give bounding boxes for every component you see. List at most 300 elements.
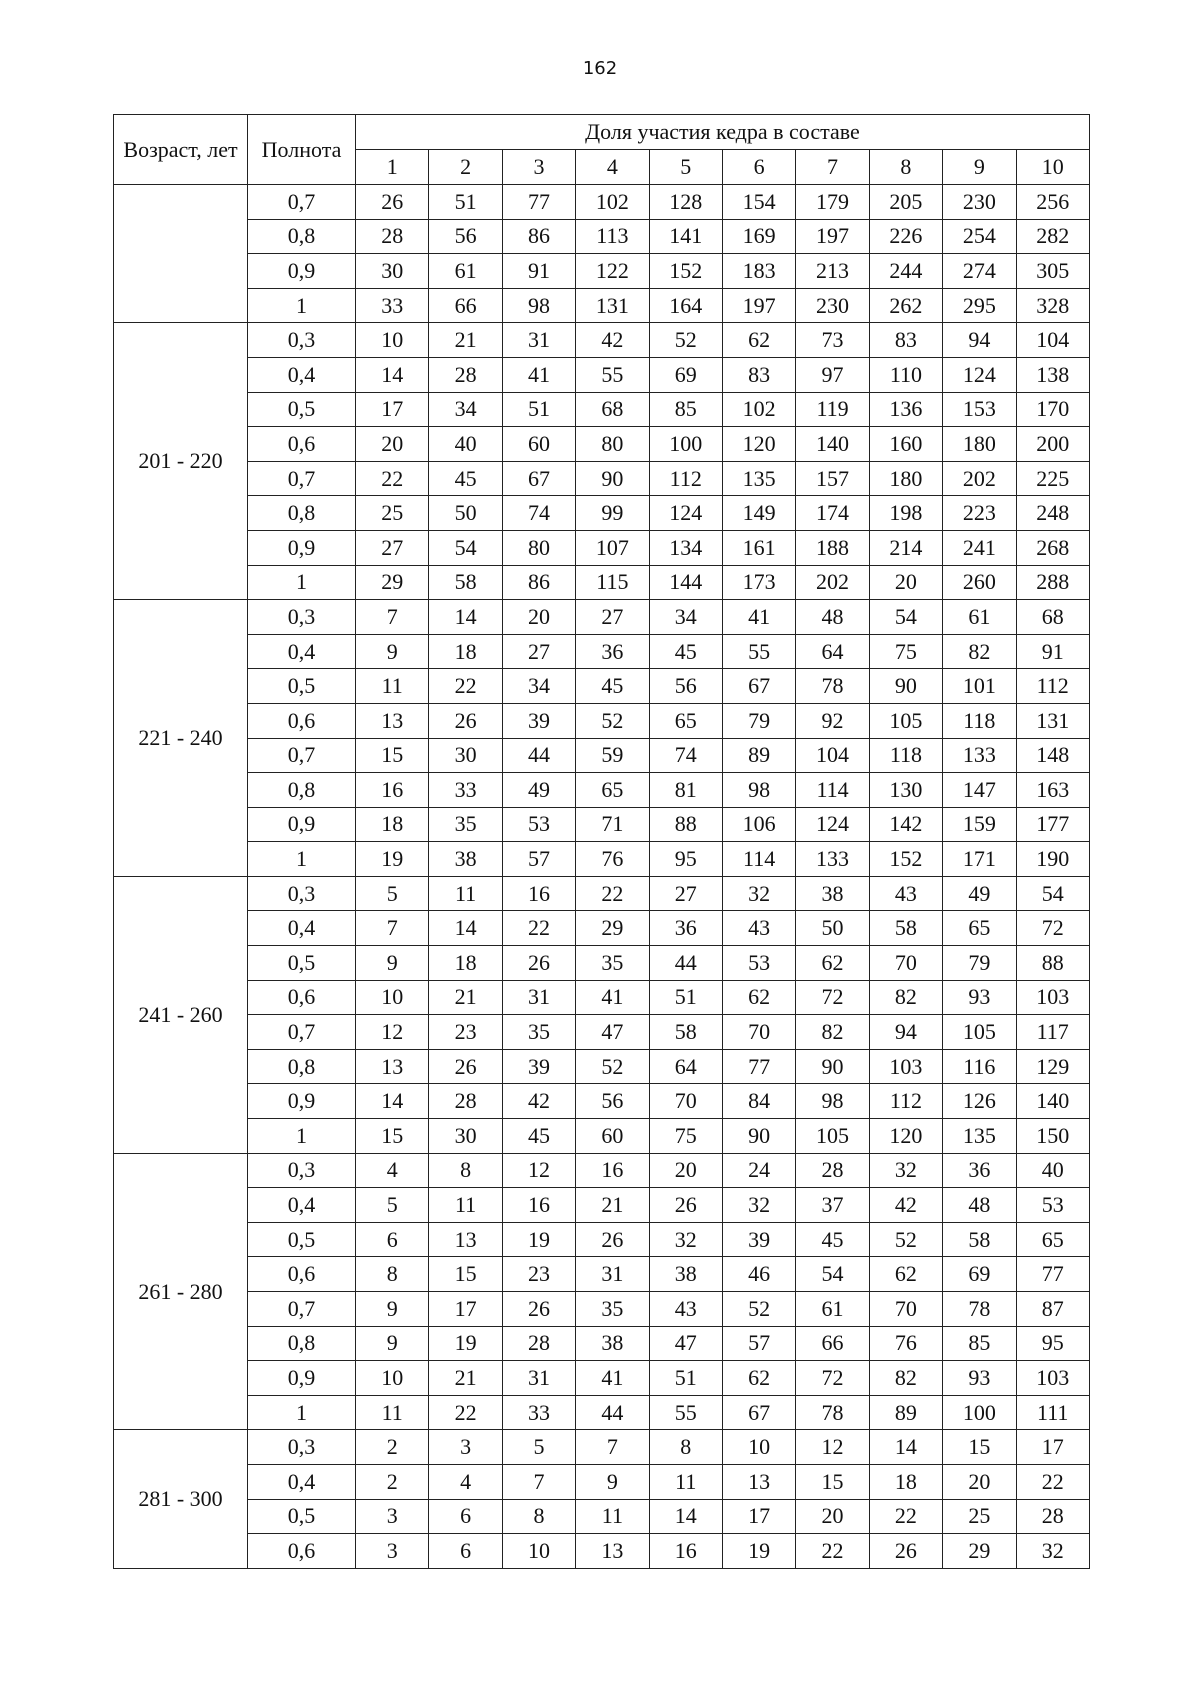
value-cell: 8 [429, 1153, 502, 1188]
table-row [114, 530, 1090, 565]
value-cell: 26 [869, 1534, 942, 1569]
value-cell: 29 [356, 565, 429, 600]
value-cell: 88 [649, 807, 722, 842]
header-fullness: Полнота [248, 115, 356, 185]
value-cell: 36 [649, 911, 722, 946]
value-cell: 25 [356, 496, 429, 531]
table-row [114, 1326, 1090, 1361]
table-row [114, 496, 1090, 531]
value-cell: 62 [722, 1361, 795, 1396]
fullness-cell: 1 [248, 288, 356, 323]
value-cell: 32 [722, 1188, 795, 1223]
value-cell: 7 [576, 1430, 649, 1465]
value-cell: 75 [649, 1119, 722, 1154]
table-row [114, 842, 1090, 877]
value-cell: 21 [429, 1361, 502, 1396]
value-cell: 26 [649, 1188, 722, 1223]
value-cell: 10 [356, 980, 429, 1015]
table-row [114, 288, 1090, 323]
table-row [114, 1188, 1090, 1223]
value-cell: 120 [869, 1119, 942, 1154]
value-cell: 5 [502, 1430, 575, 1465]
value-cell: 57 [722, 1326, 795, 1361]
value-cell: 7 [356, 600, 429, 635]
value-cell: 76 [869, 1326, 942, 1361]
value-cell: 169 [722, 219, 795, 254]
value-cell: 28 [429, 357, 502, 392]
value-cell: 38 [649, 1257, 722, 1292]
value-cell: 134 [649, 530, 722, 565]
table-row [114, 1361, 1090, 1396]
value-cell: 55 [649, 1395, 722, 1430]
value-cell: 49 [502, 773, 575, 808]
header-column: 8 [869, 150, 942, 185]
value-cell: 77 [722, 1049, 795, 1084]
value-cell: 78 [796, 1395, 869, 1430]
value-cell: 22 [576, 876, 649, 911]
data-table [113, 114, 1090, 1569]
value-cell: 20 [356, 427, 429, 462]
value-cell: 11 [356, 1395, 429, 1430]
fullness-cell: 1 [248, 1119, 356, 1154]
value-cell: 55 [722, 634, 795, 669]
value-cell: 70 [869, 1292, 942, 1327]
value-cell: 50 [796, 911, 869, 946]
fullness-cell: 0,7 [248, 185, 356, 220]
value-cell: 54 [869, 600, 942, 635]
value-cell: 128 [649, 185, 722, 220]
value-cell: 122 [576, 254, 649, 289]
value-cell: 91 [1016, 634, 1089, 669]
value-cell: 47 [649, 1326, 722, 1361]
age-range-cell [114, 185, 248, 323]
value-cell: 144 [649, 565, 722, 600]
table-row [114, 1049, 1090, 1084]
table-row [114, 565, 1090, 600]
value-cell: 94 [869, 1015, 942, 1050]
value-cell: 26 [429, 1049, 502, 1084]
value-cell: 11 [576, 1499, 649, 1534]
value-cell: 131 [576, 288, 649, 323]
value-cell: 11 [649, 1464, 722, 1499]
value-cell: 17 [1016, 1430, 1089, 1465]
value-cell: 19 [356, 842, 429, 877]
value-cell: 60 [502, 427, 575, 462]
value-cell: 65 [1016, 1222, 1089, 1257]
value-cell: 53 [502, 807, 575, 842]
table-row [114, 1222, 1090, 1257]
value-cell: 159 [943, 807, 1016, 842]
age-range-cell: 221 - 240 [114, 600, 248, 877]
value-cell: 21 [576, 1188, 649, 1223]
value-cell: 40 [1016, 1153, 1089, 1188]
value-cell: 202 [943, 461, 1016, 496]
value-cell: 12 [356, 1015, 429, 1050]
value-cell: 15 [356, 1119, 429, 1154]
value-cell: 90 [869, 669, 942, 704]
header-column: 1 [356, 150, 429, 185]
value-cell: 34 [502, 669, 575, 704]
value-cell: 124 [649, 496, 722, 531]
value-cell: 7 [356, 911, 429, 946]
value-cell: 124 [796, 807, 869, 842]
value-cell: 9 [576, 1464, 649, 1499]
value-cell: 83 [869, 323, 942, 358]
table-row [114, 634, 1090, 669]
value-cell: 105 [796, 1119, 869, 1154]
value-cell: 74 [502, 496, 575, 531]
value-cell: 51 [429, 185, 502, 220]
value-cell: 104 [1016, 323, 1089, 358]
value-cell: 89 [722, 738, 795, 773]
header-column: 5 [649, 150, 722, 185]
value-cell: 99 [576, 496, 649, 531]
value-cell: 74 [649, 738, 722, 773]
value-cell: 67 [502, 461, 575, 496]
value-cell: 11 [356, 669, 429, 704]
value-cell: 68 [1016, 600, 1089, 635]
value-cell: 65 [576, 773, 649, 808]
value-cell: 61 [429, 254, 502, 289]
value-cell: 69 [943, 1257, 1016, 1292]
value-cell: 38 [796, 876, 869, 911]
value-cell: 47 [576, 1015, 649, 1050]
fullness-cell: 0,4 [248, 911, 356, 946]
value-cell: 198 [869, 496, 942, 531]
value-cell: 31 [502, 323, 575, 358]
value-cell: 21 [429, 323, 502, 358]
value-cell: 105 [869, 703, 942, 738]
value-cell: 82 [869, 1361, 942, 1396]
value-cell: 27 [576, 600, 649, 635]
value-cell: 94 [943, 323, 1016, 358]
value-cell: 43 [722, 911, 795, 946]
value-cell: 79 [722, 703, 795, 738]
value-cell: 32 [869, 1153, 942, 1188]
value-cell: 48 [796, 600, 869, 635]
value-cell: 13 [356, 703, 429, 738]
header-column: 3 [502, 150, 575, 185]
fullness-cell: 0,6 [248, 980, 356, 1015]
fullness-cell: 0,3 [248, 1430, 356, 1465]
value-cell: 200 [1016, 427, 1089, 462]
value-cell: 148 [1016, 738, 1089, 773]
value-cell: 98 [796, 1084, 869, 1119]
value-cell: 93 [943, 1361, 1016, 1396]
value-cell: 4 [356, 1153, 429, 1188]
value-cell: 36 [576, 634, 649, 669]
value-cell: 101 [943, 669, 1016, 704]
value-cell: 62 [796, 946, 869, 981]
value-cell: 9 [356, 1292, 429, 1327]
table-row [114, 323, 1090, 358]
value-cell: 69 [649, 357, 722, 392]
table-row [114, 773, 1090, 808]
value-cell: 16 [502, 876, 575, 911]
value-cell: 9 [356, 634, 429, 669]
value-cell: 140 [796, 427, 869, 462]
value-cell: 177 [1016, 807, 1089, 842]
value-cell: 288 [1016, 565, 1089, 600]
value-cell: 6 [356, 1222, 429, 1257]
value-cell: 22 [429, 1395, 502, 1430]
value-cell: 114 [722, 842, 795, 877]
value-cell: 190 [1016, 842, 1089, 877]
value-cell: 138 [1016, 357, 1089, 392]
value-cell: 3 [356, 1534, 429, 1569]
fullness-cell: 0,9 [248, 254, 356, 289]
value-cell: 180 [869, 461, 942, 496]
value-cell: 88 [1016, 946, 1089, 981]
value-cell: 129 [1016, 1049, 1089, 1084]
table-row [114, 807, 1090, 842]
value-cell: 18 [869, 1464, 942, 1499]
value-cell: 23 [502, 1257, 575, 1292]
value-cell: 25 [943, 1499, 1016, 1534]
value-cell: 180 [943, 427, 1016, 462]
value-cell: 21 [429, 980, 502, 1015]
header-column: 6 [722, 150, 795, 185]
value-cell: 45 [796, 1222, 869, 1257]
table-row [114, 1395, 1090, 1430]
fullness-cell: 0,9 [248, 807, 356, 842]
fullness-cell: 0,5 [248, 946, 356, 981]
header-column: 9 [943, 150, 1016, 185]
value-cell: 223 [943, 496, 1016, 531]
value-cell: 14 [356, 357, 429, 392]
value-cell: 53 [722, 946, 795, 981]
value-cell: 14 [429, 911, 502, 946]
table-row [114, 703, 1090, 738]
value-cell: 106 [722, 807, 795, 842]
value-cell: 15 [429, 1257, 502, 1292]
value-cell: 152 [649, 254, 722, 289]
value-cell: 31 [502, 1361, 575, 1396]
value-cell: 112 [649, 461, 722, 496]
value-cell: 75 [869, 634, 942, 669]
value-cell: 32 [649, 1222, 722, 1257]
value-cell: 202 [796, 565, 869, 600]
value-cell: 51 [502, 392, 575, 427]
value-cell: 18 [429, 946, 502, 981]
header-column: 7 [796, 150, 869, 185]
value-cell: 14 [869, 1430, 942, 1465]
value-cell: 42 [502, 1084, 575, 1119]
value-cell: 16 [649, 1534, 722, 1569]
table-row [114, 980, 1090, 1015]
value-cell: 73 [796, 323, 869, 358]
fullness-cell: 0,9 [248, 530, 356, 565]
value-cell: 107 [576, 530, 649, 565]
value-cell: 10 [356, 1361, 429, 1396]
age-range-cell: 201 - 220 [114, 323, 248, 600]
value-cell: 7 [502, 1464, 575, 1499]
value-cell: 126 [943, 1084, 1016, 1119]
value-cell: 93 [943, 980, 1016, 1015]
value-cell: 3 [356, 1499, 429, 1534]
value-cell: 102 [722, 392, 795, 427]
value-cell: 104 [796, 738, 869, 773]
value-cell: 30 [429, 738, 502, 773]
value-cell: 67 [722, 669, 795, 704]
value-cell: 23 [429, 1015, 502, 1050]
value-cell: 256 [1016, 185, 1089, 220]
value-cell: 36 [943, 1153, 1016, 1188]
value-cell: 65 [649, 703, 722, 738]
value-cell: 62 [722, 323, 795, 358]
value-cell: 90 [576, 461, 649, 496]
value-cell: 8 [356, 1257, 429, 1292]
value-cell: 45 [429, 461, 502, 496]
fullness-cell: 0,5 [248, 1499, 356, 1534]
fullness-cell: 0,5 [248, 669, 356, 704]
value-cell: 160 [869, 427, 942, 462]
value-cell: 66 [796, 1326, 869, 1361]
value-cell: 59 [576, 738, 649, 773]
value-cell: 65 [943, 911, 1016, 946]
table-body [114, 185, 1090, 1569]
value-cell: 97 [796, 357, 869, 392]
value-cell: 248 [1016, 496, 1089, 531]
table-row [114, 1257, 1090, 1292]
value-cell: 90 [722, 1119, 795, 1154]
value-cell: 3 [429, 1430, 502, 1465]
value-cell: 226 [869, 219, 942, 254]
table-row [114, 185, 1090, 220]
header-column: 2 [429, 150, 502, 185]
value-cell: 41 [502, 357, 575, 392]
table-row [114, 219, 1090, 254]
value-cell: 33 [356, 288, 429, 323]
value-cell: 13 [722, 1464, 795, 1499]
value-cell: 70 [649, 1084, 722, 1119]
value-cell: 16 [576, 1153, 649, 1188]
table-header [114, 115, 1090, 185]
value-cell: 35 [502, 1015, 575, 1050]
value-cell: 34 [649, 600, 722, 635]
value-cell: 141 [649, 219, 722, 254]
value-cell: 35 [576, 946, 649, 981]
value-cell: 10 [722, 1430, 795, 1465]
fullness-cell: 0,9 [248, 1084, 356, 1119]
value-cell: 15 [943, 1430, 1016, 1465]
value-cell: 80 [502, 530, 575, 565]
value-cell: 55 [576, 357, 649, 392]
value-cell: 120 [722, 427, 795, 462]
value-cell: 140 [1016, 1084, 1089, 1119]
value-cell: 274 [943, 254, 1016, 289]
value-cell: 34 [429, 392, 502, 427]
value-cell: 10 [356, 323, 429, 358]
value-cell: 173 [722, 565, 795, 600]
value-cell: 64 [796, 634, 869, 669]
value-cell: 44 [649, 946, 722, 981]
value-cell: 68 [576, 392, 649, 427]
value-cell: 95 [1016, 1326, 1089, 1361]
value-cell: 118 [943, 703, 1016, 738]
value-cell: 90 [796, 1049, 869, 1084]
value-cell: 135 [943, 1119, 1016, 1154]
value-cell: 20 [502, 600, 575, 635]
value-cell: 35 [576, 1292, 649, 1327]
value-cell: 17 [722, 1499, 795, 1534]
value-cell: 50 [429, 496, 502, 531]
fullness-cell: 0,6 [248, 427, 356, 462]
value-cell: 98 [502, 288, 575, 323]
fullness-cell: 0,7 [248, 738, 356, 773]
value-cell: 102 [576, 185, 649, 220]
value-cell: 13 [576, 1534, 649, 1569]
value-cell: 230 [943, 185, 1016, 220]
value-cell: 91 [502, 254, 575, 289]
table-row [114, 669, 1090, 704]
value-cell: 67 [722, 1395, 795, 1430]
table-row [114, 392, 1090, 427]
table-row [114, 254, 1090, 289]
value-cell: 174 [796, 496, 869, 531]
value-cell: 6 [429, 1499, 502, 1534]
value-cell: 183 [722, 254, 795, 289]
value-cell: 85 [649, 392, 722, 427]
value-cell: 154 [722, 185, 795, 220]
value-cell: 142 [869, 807, 942, 842]
value-cell: 52 [869, 1222, 942, 1257]
value-cell: 157 [796, 461, 869, 496]
value-cell: 14 [429, 600, 502, 635]
value-cell: 305 [1016, 254, 1089, 289]
header-age: Возраст, лет [114, 115, 248, 185]
value-cell: 54 [796, 1257, 869, 1292]
value-cell: 260 [943, 565, 1016, 600]
value-cell: 71 [576, 807, 649, 842]
value-cell: 29 [576, 911, 649, 946]
value-cell: 86 [502, 565, 575, 600]
fullness-cell: 0,3 [248, 876, 356, 911]
value-cell: 22 [869, 1499, 942, 1534]
table-row [114, 427, 1090, 462]
table-row [114, 1499, 1090, 1534]
fullness-cell: 0,8 [248, 1049, 356, 1084]
value-cell: 171 [943, 842, 1016, 877]
value-cell: 33 [502, 1395, 575, 1430]
value-cell: 20 [869, 565, 942, 600]
value-cell: 28 [356, 219, 429, 254]
value-cell: 2 [356, 1430, 429, 1465]
value-cell: 6 [429, 1534, 502, 1569]
value-cell: 60 [576, 1119, 649, 1154]
value-cell: 42 [869, 1188, 942, 1223]
value-cell: 24 [722, 1153, 795, 1188]
value-cell: 44 [502, 738, 575, 773]
value-cell: 149 [722, 496, 795, 531]
value-cell: 30 [356, 254, 429, 289]
value-cell: 40 [429, 427, 502, 462]
value-cell: 22 [796, 1534, 869, 1569]
fullness-cell: 0,4 [248, 1188, 356, 1223]
fullness-cell: 0,4 [248, 1464, 356, 1499]
value-cell: 295 [943, 288, 1016, 323]
table-row [114, 1153, 1090, 1188]
value-cell: 133 [796, 842, 869, 877]
fullness-cell: 0,7 [248, 1015, 356, 1050]
value-cell: 9 [356, 1326, 429, 1361]
value-cell: 133 [943, 738, 1016, 773]
fullness-cell: 0,6 [248, 1534, 356, 1569]
value-cell: 98 [722, 773, 795, 808]
value-cell: 188 [796, 530, 869, 565]
value-cell: 13 [429, 1222, 502, 1257]
value-cell: 32 [1016, 1534, 1089, 1569]
